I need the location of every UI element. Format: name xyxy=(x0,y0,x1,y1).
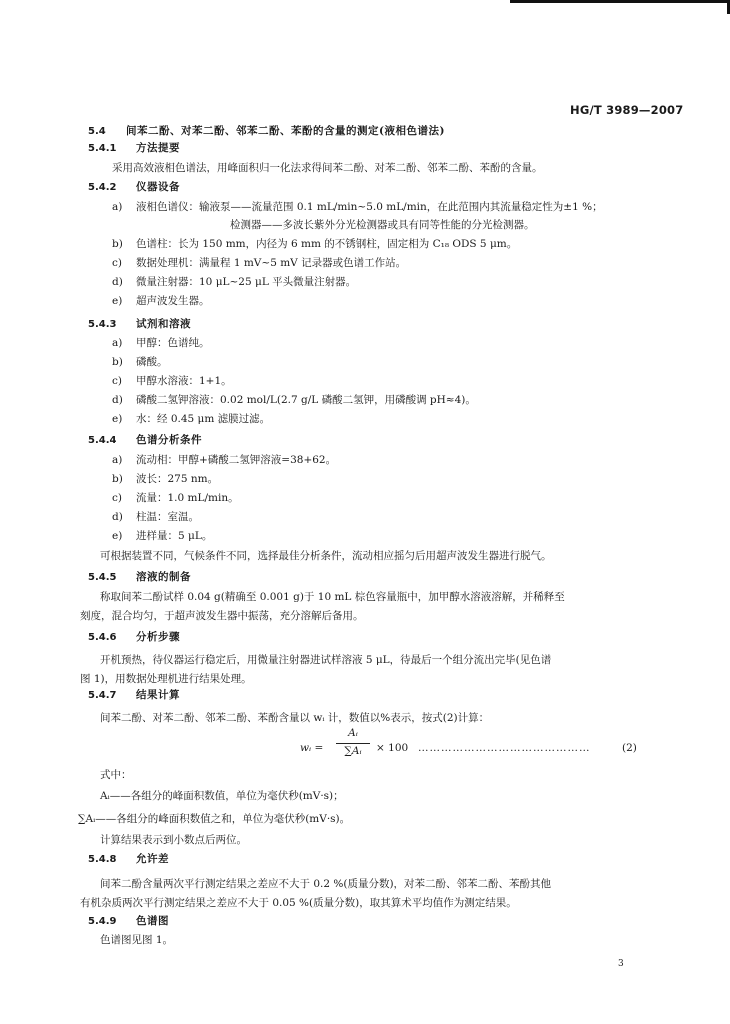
subsection-number: 5.4.2 xyxy=(88,182,117,193)
subsection-title: 分析步骤 xyxy=(136,631,180,643)
formula-fraction xyxy=(336,727,370,757)
subsection-title: 仪器设备 xyxy=(136,181,180,193)
list-item: e) 水：经 0.45 μm 滤膜过滤。 xyxy=(112,413,271,425)
variable-definition: ∑Aᵢ——各组分的峰面积数值之和，单位为毫伏秒(mV·s)。 xyxy=(78,813,351,825)
paragraph-line: 称取间苯二酚试样 0.04 g(精确至 0.001 g)于 10 mL 棕色容量瓶中，加甲醇水溶液溶解，并稀释至 xyxy=(100,591,565,603)
page-number: 3 xyxy=(618,959,624,969)
subsection-549-heading xyxy=(88,914,169,929)
subsection-title: 结果计算 xyxy=(136,689,180,701)
list-item: c) 流量：1.0 mL/min。 xyxy=(112,492,239,504)
subsection-number: 5.4.8 xyxy=(88,854,117,865)
scan-edge-top xyxy=(510,0,730,3)
formula-lhs: wᵢ = xyxy=(300,742,324,754)
variable-definition: Aᵢ——各组分的峰面积数值，单位为毫伏秒(mV·s)； xyxy=(100,790,344,802)
formula-multiplier: × 100 xyxy=(376,742,409,754)
paragraph-line: 图 1)，用数据处理机进行结果处理。 xyxy=(80,673,252,685)
list-item: d) 柱温：室温。 xyxy=(112,511,199,523)
list-item: a) 甲醇：色谱纯。 xyxy=(112,337,210,349)
list-item: a) 液相色谱仪：输液泵——流量范围 0.1 mL/min~5.0 mL/min，在此范围内其流量稳定性为±1 %； xyxy=(112,201,603,213)
subsection-title: 色谱图 xyxy=(136,915,169,927)
subsection-544-heading xyxy=(88,433,202,448)
subsection-542-heading xyxy=(88,180,180,195)
fraction-bar xyxy=(336,743,370,744)
paragraph-line: 开机预热，待仪器运行稳定后，用微量注射器进试样溶液 5 μL，待最后一个组分流出完毕(见色谱 xyxy=(100,654,552,666)
list-item: e) 进样量：5 μL。 xyxy=(112,530,213,542)
subsection-title: 方法提要 xyxy=(136,142,180,154)
subsection-548-heading xyxy=(88,852,169,867)
subsection-number: 5.4.4 xyxy=(88,435,117,446)
subsection-title: 溶液的制备 xyxy=(136,571,191,583)
paragraph: 采用高效液相色谱法，用峰面积归一化法求得间苯二酚、对苯二酚、邻苯二酚、苯酚的含量。 xyxy=(112,162,543,174)
subsection-543-heading xyxy=(88,317,191,332)
subsection-545-heading xyxy=(88,570,191,585)
list-item: c) 数据处理机：满量程 1 mV~5 mV 记录器或色谱工作站。 xyxy=(112,257,407,269)
subsection-number: 5.4.3 xyxy=(88,319,117,330)
list-item: b) 色谱柱：长为 150 mm，内径为 6 mm 的不锈钢柱，固定相为 C₁₈ ODS 5 μm。 xyxy=(112,238,518,250)
subsection-number: 5.4.6 xyxy=(88,632,117,643)
subsection-title: 试剂和溶液 xyxy=(136,318,191,330)
list-item: d) 磷酸二氢钾溶液：0.02 mol/L(2.7 g/L 磷酸二氢钾，用磷酸调 pH≈4)。 xyxy=(112,394,476,406)
paragraph-line: 有机杂质两次平行测定结果之差应不大于 0.05 %(质量分数)，取其算术平均值作为测定结果。 xyxy=(80,897,517,909)
subsection-546-heading xyxy=(88,630,180,645)
list-item: d) 微量注射器：10 μL~25 μL 平头微量注射器。 xyxy=(112,276,357,288)
list-item: 检测器——多波长紫外分光检测器或具有同等性能的分光检测器。 xyxy=(230,219,535,231)
formula-denominator: ∑Aᵢ xyxy=(344,745,362,757)
section-title: 间苯二酚、对苯二酚、邻苯二酚、苯酚的含量的测定(液相色谱法) xyxy=(126,125,445,137)
formula-numerator: Aᵢ xyxy=(348,727,358,739)
paragraph: 计算结果表示到小数点后两位。 xyxy=(100,834,247,846)
subsection-number: 5.4.5 xyxy=(88,572,117,583)
list-item: c) 甲醇水溶液：1+1。 xyxy=(112,375,232,387)
paragraph: 色谱图见图 1。 xyxy=(100,934,174,946)
formula-2 xyxy=(300,727,660,771)
where-label: 式中： xyxy=(100,769,132,781)
subsection-547-heading xyxy=(88,688,180,703)
paragraph-line: 刻度，混合均匀，于超声波发生器中振荡，充分溶解后备用。 xyxy=(80,610,364,622)
list-item: b) 磷酸。 xyxy=(112,356,168,368)
subsection-title: 允许差 xyxy=(136,853,169,865)
section-heading xyxy=(88,124,445,139)
section-number: 5.4 xyxy=(88,126,106,137)
paragraph: 间苯二酚、对苯二酚、邻苯二酚、苯酚含量以 wᵢ 计，数值以%表示，按式(2)计算： xyxy=(100,712,490,724)
subsection-number: 5.4.7 xyxy=(88,690,117,701)
list-item: b) 波长：275 nm。 xyxy=(112,473,219,485)
standard-number: HG/T 3989—2007 xyxy=(570,103,684,117)
subsection-number: 5.4.1 xyxy=(88,143,117,154)
subsection-title: 色谱分析条件 xyxy=(136,434,202,446)
paragraph-line: 间苯二酚含量两次平行测定结果之差应不大于 0.2 %(质量分数)，对苯二酚、邻苯二酚、苯酚其他 xyxy=(100,878,552,890)
equation-number: (2) xyxy=(622,742,637,754)
subsection-541-heading xyxy=(88,141,180,156)
list-item: a) 流动相：甲醇+磷酸二氢钾溶液=38+62。 xyxy=(112,454,337,466)
subsection-number: 5.4.9 xyxy=(88,916,117,927)
list-item: e) 超声波发生器。 xyxy=(112,295,210,307)
paragraph: 可根据装置不同，气候条件不同，选择最佳分析条件，流动相应摇匀后用超声波发生器进行脱气。 xyxy=(100,550,552,562)
formula-leader-dots: ……………………………………… xyxy=(418,742,591,754)
